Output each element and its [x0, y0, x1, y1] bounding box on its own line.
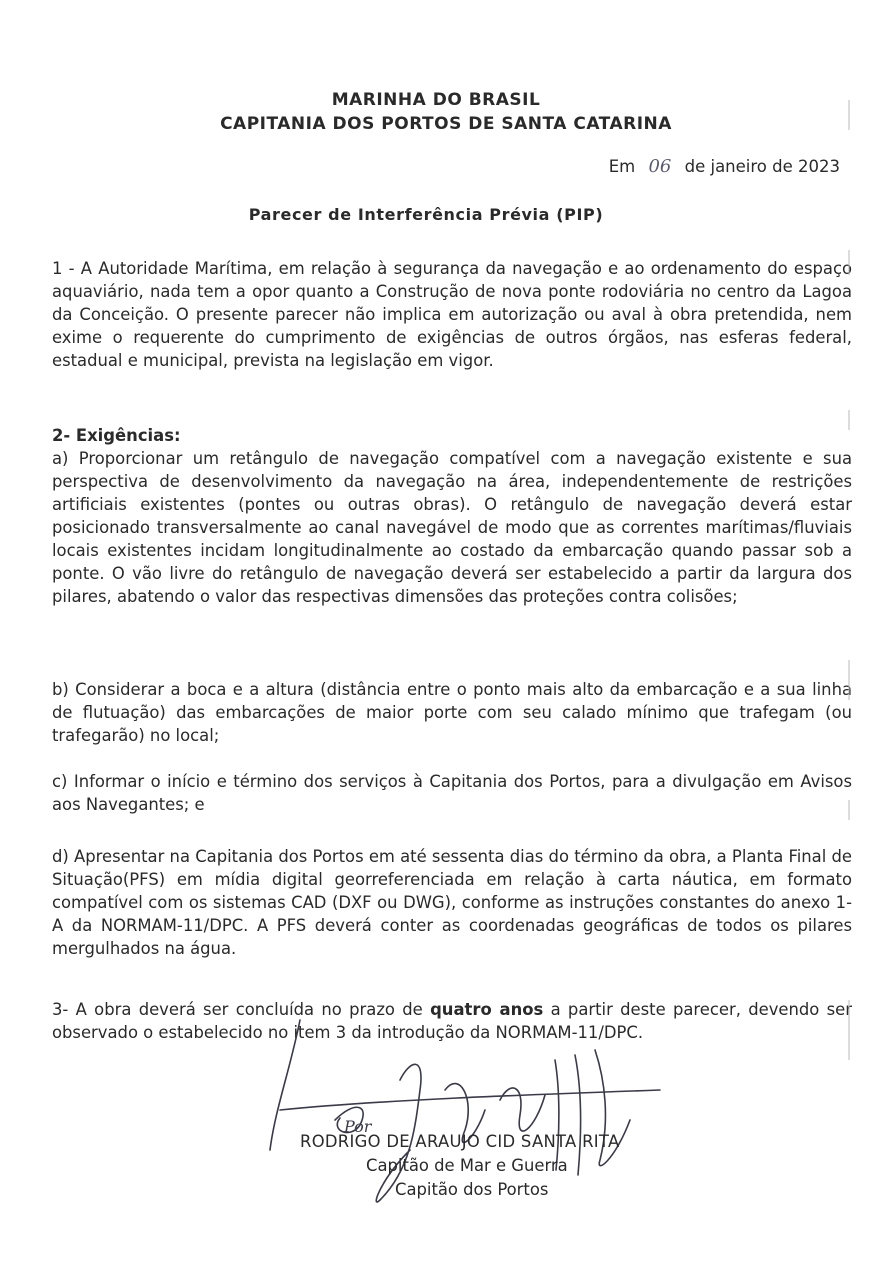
item-b: b) Considerar a boca e a altura (distância entre o ponto mais alto da embarcação e a sua linha de flutuação) das embarcações de maior porte com seu calado mínimo que trafegam (ou trafegarão) no local;	[52, 680, 852, 745]
signatory-role: Capitão dos Portos	[395, 1180, 549, 1199]
date-suffix: de janeiro de 2023	[684, 157, 840, 176]
signatory-name: RODRIGO DE ARAUJO CID SANTA RITA	[300, 1132, 620, 1151]
paragraph-1: 1 - A Autoridade Marítima, em relação à segurança da navegação e ao ordenamento do espaço aquaviário, nada tem a opor quanto a Construção de nova ponte rodoviária no centro da Lagoa da Conceição. O presente parecer não implica em autorização ou aval à obra pretendida, nem exime o requerente do cumprimento de exigências de outros órgãos, nas esferas federal, estadual e municipal, prevista na legislação em vigor.	[52, 259, 852, 370]
document-header	[0, 88, 892, 136]
item-a: a) Proporcionar um retângulo de navegação compatível com a navegação existente e sua perspectiva de desenvolvimento da navegação na área, independentemente de restrições artificiais existentes (pontes ou outras obras). O retângulo de navegação deverá estar posicionado transversalmente ao canal navegável de modo que as correntes marítimas/fluviais locais existentes incidam longitudinalmente ao costado da embarcação quando passar sob a ponte. O vão livre do retângulo de navegação deverá ser estabelecido a partir da largura dos pilares, abatendo o valor das respectivas dimensões das proteções contra colisões;	[52, 449, 852, 606]
document-title: Parecer de Interferência Prévia (PIP)	[248, 205, 604, 224]
signature-initials: Por	[344, 1117, 372, 1136]
date-day-handwritten: 06	[648, 156, 672, 177]
document-date	[609, 156, 840, 177]
paragraph-3-text-start: 3- A obra deverá ser concluída no prazo de	[52, 1000, 431, 1019]
item-c: c) Informar o início e término dos serviços à Capitania dos Portos, para a divulgação em Avisos aos Navegantes; e	[52, 772, 852, 814]
date-prefix: Em	[608, 157, 636, 176]
paragraph-3-deadline: quatro anos	[430, 1000, 544, 1019]
header-office: CAPITANIA DOS PORTOS DE SANTA CATARINA	[220, 114, 672, 134]
scan-margin-marks	[846, 100, 852, 1200]
item-d: d) Apresentar na Capitania dos Portos em até sessenta dias do término da obra, a Planta Final de Situação(PFS) em mídia digital georreferenciada em relação à carta náutica, em formato compatível com os sistemas CAD (DXF ou DWG), conforme as instruções constantes do anexo 1-A da NORMAM-11/DPC. A PFS deverá conter as coordenadas geográficas de todos os pilares mergulhados na água.	[52, 847, 852, 958]
paragraph-2-heading: 2- Exigências:	[52, 426, 181, 445]
signatory-rank: Capitão de Mar e Guerra	[366, 1156, 568, 1175]
paragraph-3-text-end: a partir deste parecer, devendo ser observado o estabelecido no item 3 da introdução da NORMAM-11/DPC.	[52, 1000, 853, 1042]
header-org: MARINHA DO BRASIL	[331, 90, 541, 110]
